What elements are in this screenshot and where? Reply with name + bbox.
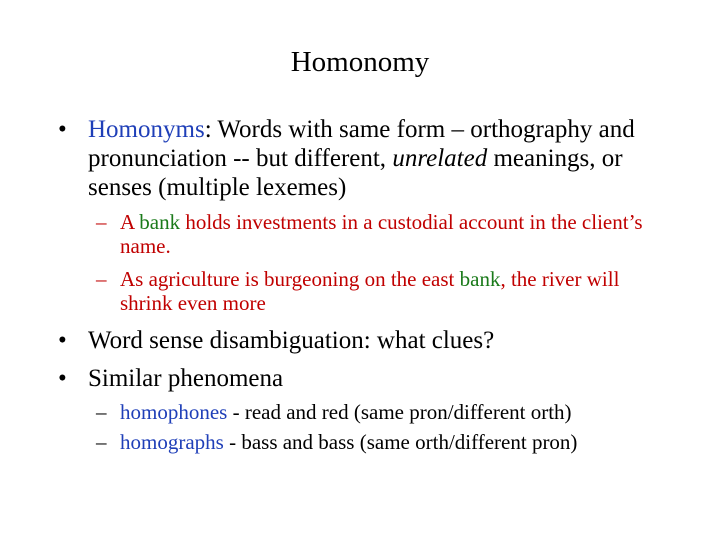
sub-bullet-example-1: [96, 210, 676, 258]
example-text: [120, 267, 676, 315]
definition-text-a: : Words with same form – orthography and pronunciation -- but different,: [88, 116, 635, 172]
definition-emphasis: unrelated: [392, 145, 488, 172]
keyword-bank: bank: [139, 210, 181, 234]
example-text-b: holds investments in a custodial account in the client’s name.: [120, 210, 643, 258]
homographs-description: - bass and bass (same orth/different pron): [223, 430, 578, 454]
definition-text-b: meanings, or senses (multiple lexemes): [88, 145, 623, 201]
homophones-description: - read and red (same pron/different orth): [227, 400, 572, 424]
dash-marker: –: [96, 267, 107, 291]
bullet-marker: •: [58, 365, 67, 392]
sub-text: [120, 430, 676, 454]
bullet-homonyms: [58, 115, 668, 202]
dash-marker: –: [96, 210, 107, 234]
keyword-bank: bank: [459, 267, 501, 291]
bullet-text: Word sense disambiguation: what clues?: [88, 327, 495, 354]
example-text-a: As agriculture is burgeoning on the east: [120, 267, 460, 291]
sub-bullet-homographs: [96, 430, 676, 454]
example-text-b: , the river will shrink even more: [120, 267, 620, 315]
bullet-text: Similar phenomena: [88, 365, 284, 392]
sub-text: [120, 400, 676, 424]
example-text: [120, 210, 676, 258]
sub-bullet-example-2: [96, 267, 676, 315]
sub-bullet-homophones: [96, 400, 676, 424]
slide-title: Homonomy: [290, 46, 430, 78]
bullet-marker: •: [58, 327, 67, 354]
bullet-similar-phenomena: [58, 364, 668, 393]
bullet-word-sense: [58, 326, 668, 355]
bullet-marker: •: [58, 116, 67, 143]
term-homonyms: Homonyms: [88, 116, 205, 143]
dash-marker: –: [96, 400, 107, 424]
bullet-text: [88, 115, 668, 202]
example-text-a: A: [120, 210, 140, 234]
term-homophones: homophones: [120, 400, 228, 424]
dash-marker: –: [96, 430, 107, 454]
term-homographs: homographs: [120, 430, 224, 454]
